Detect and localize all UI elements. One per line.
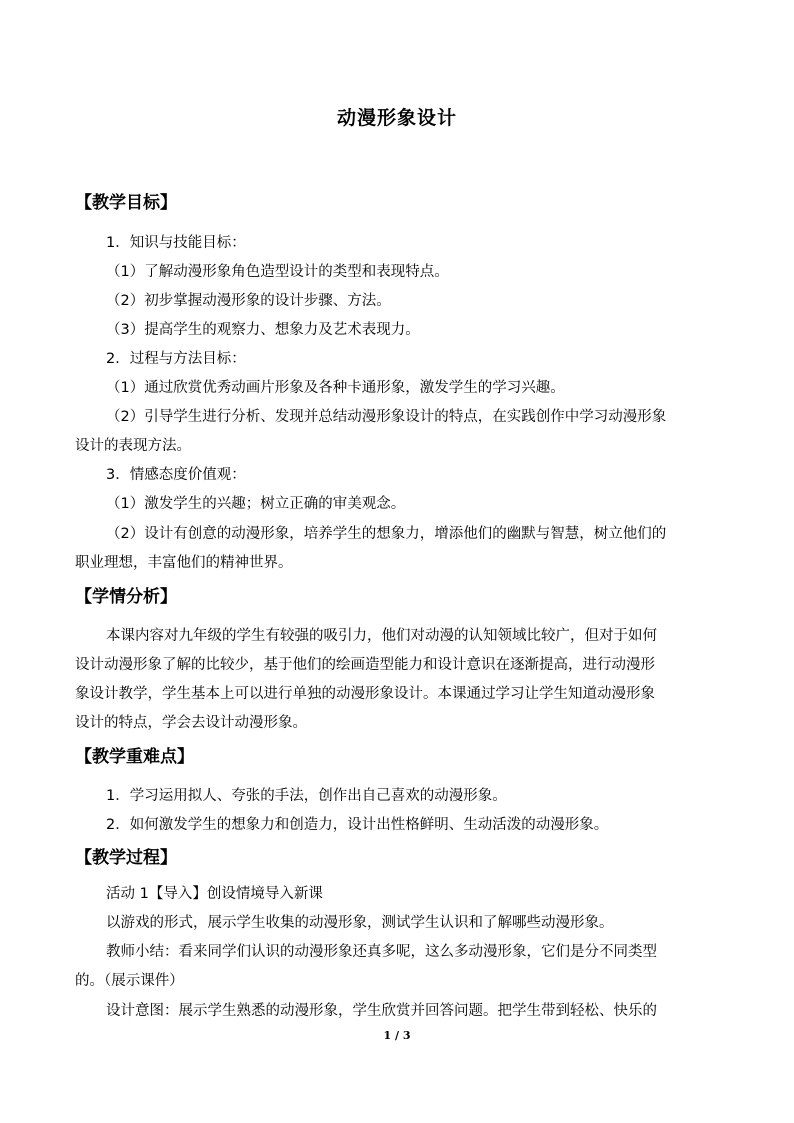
goals-item: （2）引导学生进行分析、发现并总结动漫形象设计的特点，在实践创作中学习动漫形象 <box>106 409 667 425</box>
process-line: 设计意图：展示学生熟悉的动漫形象，学生欣赏并回答问题。把学生带到轻松、快乐的 <box>106 1003 657 1019</box>
section-heading-process: 【教学过程】 <box>75 848 177 868</box>
goals-item: 2．过程与方法目标： <box>106 351 246 367</box>
analysis-line: 本课内容对九年级的学生有较强的吸引力，他们对动漫的认知领域比较广，但对于如何 <box>106 628 657 644</box>
goals-item: （2）初步掌握动漫形象的设计步骤、方法。 <box>106 293 391 309</box>
analysis-line: 象设计教学，学生基本上可以进行单独的动漫形象设计。本课通过学习让学生知道动漫形象 <box>75 686 655 702</box>
document-title: 动漫形象设计 <box>336 107 457 129</box>
goals-item: 1．知识与技能目标： <box>106 235 246 251</box>
key-point-item: 2．如何激发学生的想象力和创造力，设计出性格鲜明、生动活泼的动漫形象。 <box>106 817 609 833</box>
analysis-line: 设计的特点，学会去设计动漫形象。 <box>75 715 307 731</box>
page-number: 1 / 3 <box>383 1029 411 1042</box>
goals-item: （1）通过欣赏优秀动画片形象及各种卡通形象，激发学生的学习兴趣。 <box>106 380 565 396</box>
section-heading-analysis: 【学情分析】 <box>75 587 177 607</box>
analysis-line: 设计动漫形象了解的比较少，基于他们的绘画造型能力和设计意识在逐渐提高，进行动漫形 <box>75 657 655 673</box>
goals-item: 职业理想，丰富他们的精神世界。 <box>75 555 293 571</box>
process-line: 以游戏的形式，展示学生收集的动漫形象，测试学生认识和了解哪些动漫形象。 <box>106 915 614 931</box>
process-line: 的。（展示课件） <box>75 973 184 989</box>
process-line: 教师小结：看来同学们认识的动漫形象还真多呢，这么多动漫形象，它们是分不同类型 <box>106 944 657 960</box>
goals-item: 3．情感态度价值观： <box>106 467 246 483</box>
goals-item: 设计的表现方法。 <box>75 438 191 454</box>
goals-item: （3）提高学生的观察力、想象力及艺术表现力。 <box>106 322 420 338</box>
goals-item: （1）了解动漫形象角色造型设计的类型和表现特点。 <box>106 264 449 280</box>
section-heading-key-points: 【教学重难点】 <box>75 747 194 767</box>
key-point-item: 1．学习运用拟人、夸张的手法，创作出自己喜欢的动漫形象。 <box>106 788 507 804</box>
process-line: 活动 1【导入】创设情境导入新课 <box>106 886 323 902</box>
goals-item: （1）激发学生的兴趣；树立正确的审美观念。 <box>106 496 406 512</box>
section-heading-goals: 【教学目标】 <box>75 193 177 213</box>
goals-item: （2）设计有创意的动漫形象，培养学生的想象力，增添他们的幽默与智慧，树立他们的 <box>106 526 667 542</box>
